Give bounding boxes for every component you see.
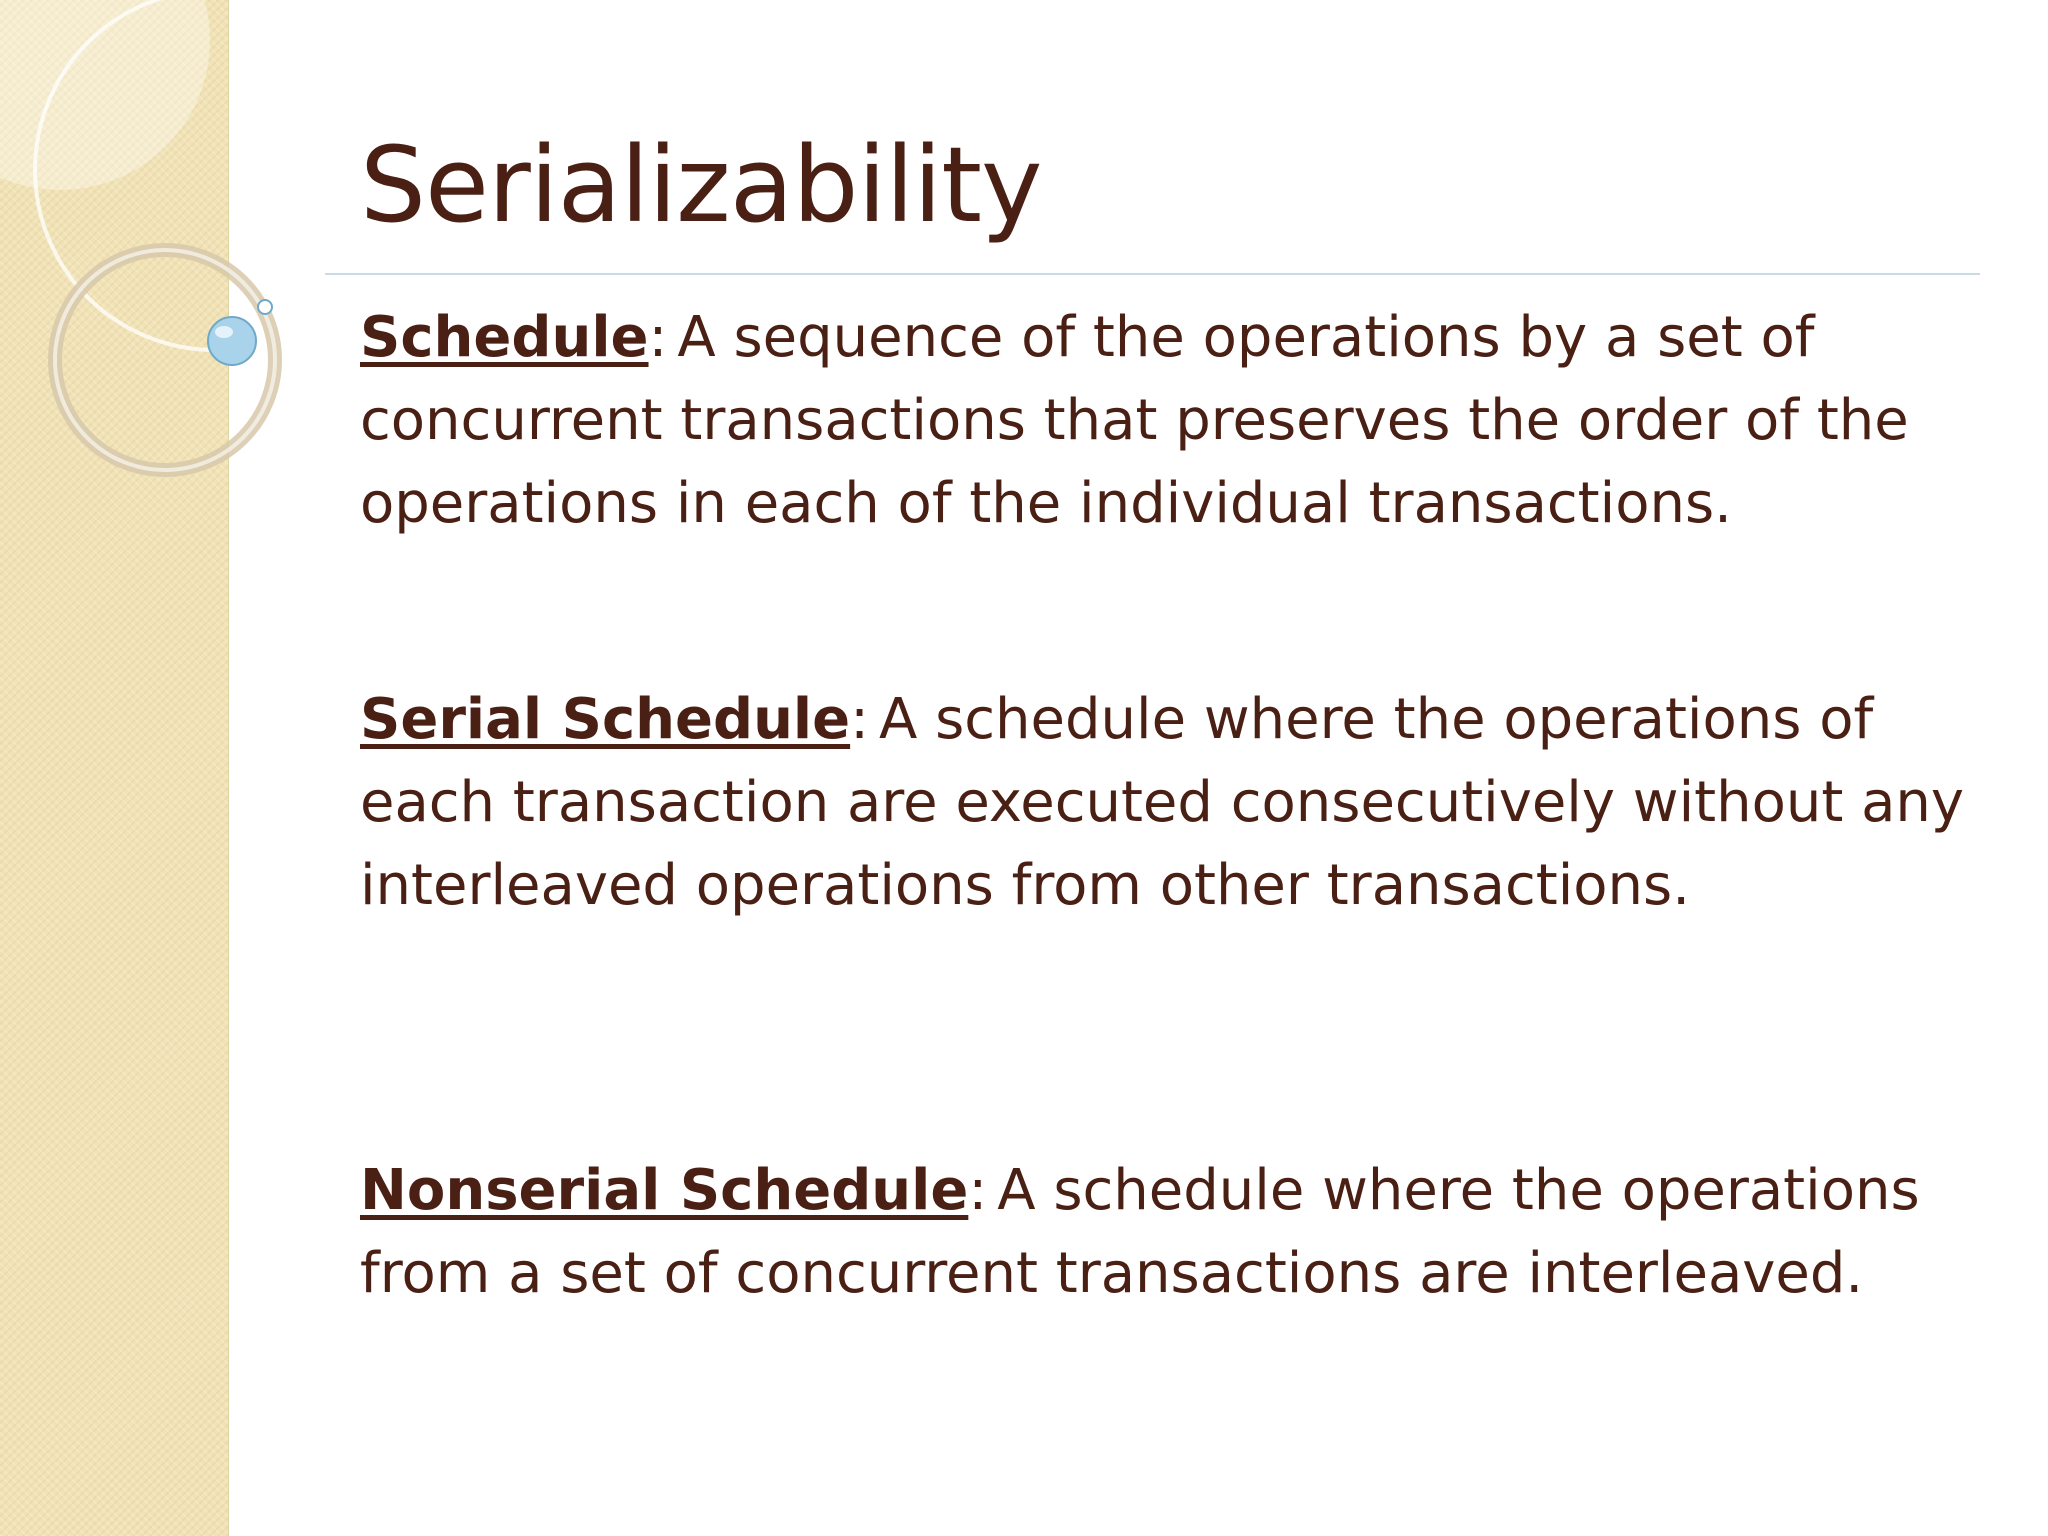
definition-text-serial-schedule: A schedule where the operations of each transaction are executed consecutively without any interleaved operations from other transactions. [360, 687, 1965, 918]
definition-serial-schedule [360, 678, 1970, 927]
separator: : [850, 687, 869, 752]
decorative-side-strip [0, 0, 229, 1536]
definition-text-schedule: A sequence of the operations by a set of concurrent transactions that preserves the order of the operations in each of the individual transactions. [360, 305, 1909, 536]
separator: : [968, 1158, 988, 1223]
term-nonserial-schedule: Nonserial Schedule [360, 1158, 969, 1223]
definition-text-nonserial-schedule: A schedule where the operations from a set of concurrent transactions are interleaved. [360, 1158, 1920, 1306]
title-divider [325, 273, 1980, 275]
term-schedule: Schedule [360, 305, 649, 370]
definition-schedule [360, 296, 1970, 545]
small-bubble-icon [258, 300, 272, 314]
definition-nonserial-schedule [360, 1149, 1970, 1315]
separator: : [648, 305, 668, 370]
term-serial-schedule: Serial Schedule [360, 687, 851, 752]
slide-title: Serializability [360, 124, 1042, 246]
